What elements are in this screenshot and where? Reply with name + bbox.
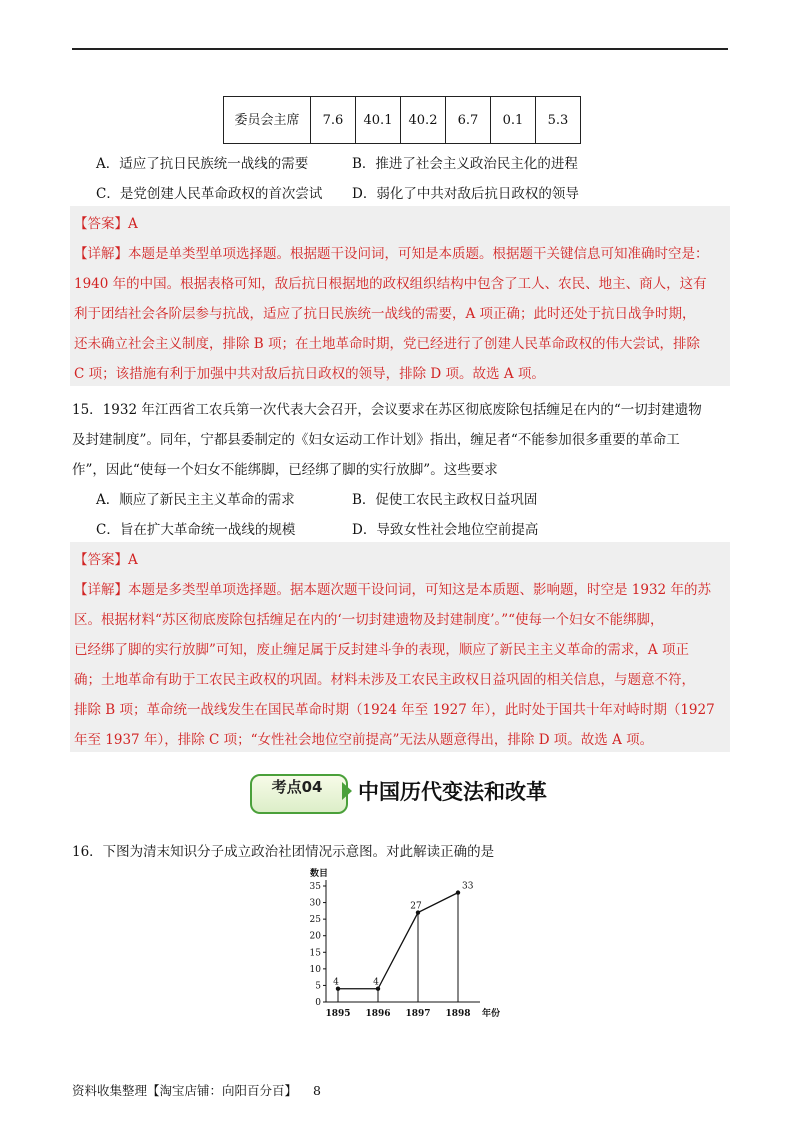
q15-detail-line: 排除 B 项；革命统一战线发生在国民革命时期（1924 年至 1927 年），此时处于国共十年对峙时期（1927	[74, 702, 715, 718]
series-line	[338, 893, 458, 989]
table-cell: 7.6	[311, 97, 356, 144]
q14-option-c: C．是党创建人民革命政权的首次尝试	[96, 186, 323, 202]
data-table	[223, 96, 581, 144]
page-number: 8	[313, 1083, 321, 1098]
q14-detail-line: 利于团结社会各阶层参与抗战，适应了抗日民族统一战线的需要，A 项正确；此时还处于抗日战争时期，	[74, 306, 696, 322]
data-label: 33	[462, 881, 474, 892]
y-tick-label: 0	[315, 998, 321, 1008]
line-chart	[296, 862, 506, 1026]
q15-option-b: B．促使工农民主政权日益巩固	[352, 492, 538, 508]
footer-text: 资料收集整理【淘宝店铺：向阳百分百】	[72, 1083, 298, 1098]
q14-option-d: D．弱化了中共对敌后抗日政权的领导	[352, 186, 579, 202]
q15-stem-line: 及封建制度”。同年，宁都县委制定的《妇女运动工作计划》指出，缠足者“不能参加很多重要的革命工	[72, 432, 680, 448]
q15-stem-line: 作”，因此“使每一个妇女不能绑脚，已经绑了脚的实行放脚”。这些要求	[72, 462, 498, 478]
table-cell: 5.3	[536, 97, 581, 144]
q14-detail-line: 1940 年的中国。根据表格可知，敌后抗日根据地的政权组织结构中包含了工人、农民、地主、商人，这有	[74, 276, 707, 292]
page-footer	[72, 1081, 321, 1099]
y-tick-label: 20	[309, 931, 321, 942]
header-rule	[72, 48, 728, 50]
y-tick-label: 35	[309, 882, 321, 892]
y-tick-label: 5	[315, 981, 321, 992]
q15-detail-line: 年至 1937 年），排除 C 项；“女性社会地位空前提高”无法从题意得出，排除 D 项。故选 A 项。	[74, 732, 654, 748]
q15-stem-line: 15．1932 年江西省工农兵第一次代表大会召开，会议要求在苏区彻底废除包括缠足在内的“一切封建遗物	[72, 402, 702, 418]
y-tick-label: 30	[309, 898, 321, 909]
table-cell: 6.7	[446, 97, 491, 144]
q14-detail-line: C 项；该措施有利于加强中共对敌后抗日政权的领导，排除 D 项。故选 A 项。	[74, 366, 545, 382]
x-tick-label: 1896	[365, 1009, 391, 1019]
q15-option-c: C．旨在扩大革命统一战线的规模	[96, 522, 296, 538]
data-label: 27	[410, 901, 422, 912]
q14-option-a: A．适应了抗日民族统一战线的需要	[96, 156, 309, 172]
q14-detail-line: 还未确立社会主义制度，排除 B 项；在土地革命时期，党已经进行了创建人民革命政权的伟大尝试，排除	[74, 336, 701, 352]
y-tick-label: 10	[309, 964, 321, 975]
q15-detail-line: 区。根据材料“苏区彻底废除包括缠足在内的‘一切封建遗物及封建制度’。”“使每一个妇女不能绑脚，	[74, 612, 664, 628]
table-cell: 40.1	[356, 97, 401, 144]
x-tick-label: 1897	[405, 1009, 431, 1019]
table-cell: 40.2	[401, 97, 446, 144]
section-badge-label: 考点04	[271, 778, 323, 796]
section-banner	[250, 768, 570, 820]
q15-detail-line: 【详解】本题是多类型单项选择题。据本题次题干设问词，可知这是本质题、影响题，时空是 1932 年的苏	[74, 582, 711, 598]
y-axis-label: 数目	[310, 869, 329, 879]
q15-detail-line: 确；土地革命有助于工农民主政权的巩固。材料未涉及工农民主政权日益巩固的相关信息，与题意不符，	[74, 672, 695, 688]
q15-detail-line: 已经绑了脚的实行放脚”可知，废止缠足属于反封建斗争的表现，顺应了新民主主义革命的需求，A 项正	[74, 642, 689, 658]
q16-stem: 16．下图为清末知识分子成立政治社团情况示意图。对此解读正确的是	[72, 844, 495, 860]
data-point	[456, 890, 460, 894]
q15-option-a: A．顺应了新民主主义革命的需求	[96, 492, 295, 508]
q15-option-d: D．导致女性社会地位空前提高	[352, 522, 539, 538]
table-row	[224, 97, 581, 144]
data-label: 4	[333, 977, 339, 988]
y-tick-label: 25	[309, 915, 321, 926]
table-row-label: 委员会主席	[224, 97, 311, 144]
q14-answer-box	[70, 206, 730, 386]
table-cell: 0.1	[491, 97, 536, 144]
section-title: 中国历代变法和改革	[358, 780, 547, 804]
arrow-right-icon	[342, 782, 352, 800]
q15-answer: 【答案】A	[74, 552, 138, 568]
y-tick-label: 15	[309, 948, 321, 959]
x-tick-label: 1898	[445, 1009, 471, 1019]
q14-answer: 【答案】A	[74, 216, 138, 232]
x-tick-label: 1895	[325, 1009, 351, 1019]
x-axis-label: 年份	[482, 1009, 501, 1019]
data-label: 4	[373, 977, 379, 988]
q14-option-b: B．推进了社会主义政治民主化的进程	[352, 156, 578, 172]
q14-detail-line: 【详解】本题是单类型单项选择题。根据题干设问词，可知是本质题。根据题干关键信息可知准确时空是：	[74, 246, 709, 262]
